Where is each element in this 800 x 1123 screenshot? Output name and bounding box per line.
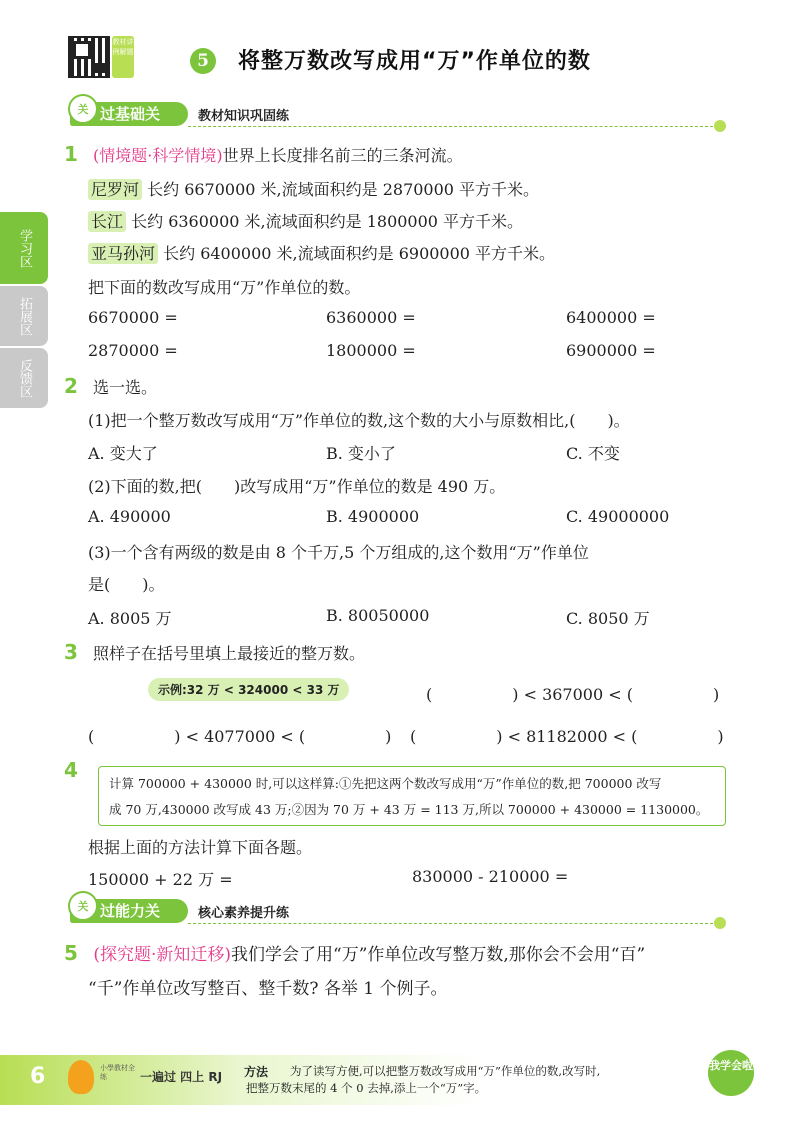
method-text: 为了读写方便,可以把整万数改写成用“万”作单位的数,改写时, (290, 1064, 601, 1078)
question-number: 5 (64, 941, 78, 965)
question-text-cont: “千”作单位改写整百、整千数? 各举 1 个例子。 (88, 979, 448, 999)
method-label: 方法 (244, 1065, 269, 1079)
option-b[interactable]: B. 变小了 (326, 444, 396, 463)
option-b[interactable]: B. 4900000 (326, 507, 420, 526)
question-1 (64, 142, 463, 166)
answer-item[interactable]: 6670000 = (88, 308, 178, 327)
river-desc: 长约 6400000 米,流域面积约是 6900000 平方千米。 (163, 244, 556, 263)
river-row (88, 209, 523, 232)
question-text: 照样子在括号里填上最接近的整万数。 (93, 644, 366, 663)
section-logo-icon: 关 (68, 94, 98, 124)
question-tag: (探究题·新知迁移) (93, 945, 231, 965)
question-number: 1 (64, 142, 78, 166)
answer-item[interactable]: 6900000 = (566, 341, 656, 360)
section-logo-icon: 关 (68, 891, 98, 921)
question-text: 我们学会了用“万”作单位改写整万数,那你会不会用“百” (231, 945, 646, 965)
answer-item[interactable]: 6400000 = (566, 308, 656, 327)
option-c[interactable]: C. 8050 万 (566, 609, 650, 628)
brand-label: 小學教材全练 (100, 1064, 135, 1081)
section-divider (188, 126, 718, 127)
calc-item[interactable]: 830000 - 210000 = (412, 867, 569, 886)
river-name: 亚马孙河 (88, 243, 158, 264)
hint-box (98, 766, 726, 826)
question-3 (64, 640, 365, 664)
answer-item[interactable]: 6360000 = (326, 308, 416, 327)
answer-item[interactable]: 2870000 = (88, 341, 178, 360)
question-text: 选一选。 (93, 378, 158, 397)
page-title: 将整万数改写成用“万”作单位的数 (238, 49, 591, 74)
mascot-icon (68, 1060, 94, 1094)
page-number: 6 (30, 1064, 46, 1089)
question-text: 世界上长度排名前三的三条河流。 (222, 146, 463, 165)
river-row (88, 241, 555, 264)
section-ability (70, 897, 718, 927)
sub-question-1: (1)把一个整万数改写成用“万”作单位的数,这个数的大小与原数相比,( )。 (88, 411, 630, 430)
question-task: 把下面的数改写成用“万”作单位的数。 (88, 278, 361, 297)
question-number: 2 (64, 374, 78, 398)
lesson-number: 5 (190, 48, 216, 74)
river-name: 尼罗河 (88, 179, 142, 200)
section-badge: 过基础关 (70, 102, 188, 126)
learned-badge[interactable]: 我学会啦 (708, 1050, 754, 1096)
option-c[interactable]: C. 49000000 (566, 507, 670, 526)
section-divider (188, 923, 718, 924)
fill-item[interactable]: ( ) < 4077000 < ( ) (88, 727, 392, 746)
fill-item[interactable]: ( ) < 367000 < ( ) (426, 685, 720, 704)
method-text: 把整万数末尾的 4 个 0 去掉,添上一个“万”字。 (246, 1081, 487, 1095)
option-c[interactable]: C. 不变 (566, 444, 620, 463)
side-tab-study[interactable]: 学习区 (0, 212, 48, 284)
question-5 (64, 940, 645, 965)
river-row (88, 177, 539, 200)
hint-line: 成 70 万,430000 改写成 43 万;②因为 70 万 + 43 万 = 113 万,所以 700000 + 430000 = 1130000。 (109, 802, 709, 817)
question-task: 根据上面的方法计算下面各题。 (88, 838, 313, 857)
option-a[interactable]: A. 8005 万 (88, 609, 172, 628)
side-tab-extend[interactable]: 拓展区 (0, 286, 48, 346)
qr-code-icon[interactable] (68, 36, 110, 78)
option-a[interactable]: A. 490000 (88, 507, 171, 526)
river-name: 长江 (88, 211, 126, 232)
fill-item[interactable]: ( ) < 81182000 < ( ) (410, 727, 724, 746)
section-basic (70, 100, 718, 130)
grade-label: 一遍过 四上 RJ (140, 1070, 223, 1084)
section-badge: 过能力关 (70, 899, 188, 923)
flower-icon (714, 120, 726, 132)
sub-question-2: (2)下面的数,把( )改写成用“万”作单位的数是 490 万。 (88, 477, 506, 496)
hint-line: 计算 700000 + 430000 时,可以这样算:①先把这两个数改写成用“万”作单位的数,把 700000 改写 (109, 776, 662, 791)
calc-item[interactable]: 150000 + 22 万 = (88, 870, 233, 889)
section-subtitle: 教材知识巩固练 (198, 109, 290, 124)
question-2 (64, 374, 157, 398)
side-tab-feedback[interactable]: 反馈区 (0, 348, 48, 408)
section-subtitle: 核心素养提升练 (198, 906, 290, 921)
sub-question-3-cont: 是( )。 (88, 575, 165, 594)
answer-item[interactable]: 1800000 = (326, 341, 416, 360)
qr-tag: 教材讲例解题 (112, 36, 134, 78)
question-tag: (情境题·科学情境) (93, 146, 223, 165)
flower-icon (714, 917, 726, 929)
sub-question-3: (3)一个含有两级的数是由 8 个千万,5 个万组成的,这个数用“万”作单位 (88, 543, 589, 562)
question-number: 4 (64, 758, 78, 782)
option-a[interactable]: A. 变大了 (88, 444, 158, 463)
example-box: 示例:32 万 < 324000 < 33 万 (148, 678, 349, 701)
river-desc: 长约 6670000 米,流域面积约是 2870000 平方千米。 (147, 180, 540, 199)
option-b[interactable]: B. 80050000 (326, 606, 430, 625)
question-number: 3 (64, 640, 78, 664)
river-desc: 长约 6360000 米,流域面积约是 1800000 平方千米。 (131, 212, 524, 231)
